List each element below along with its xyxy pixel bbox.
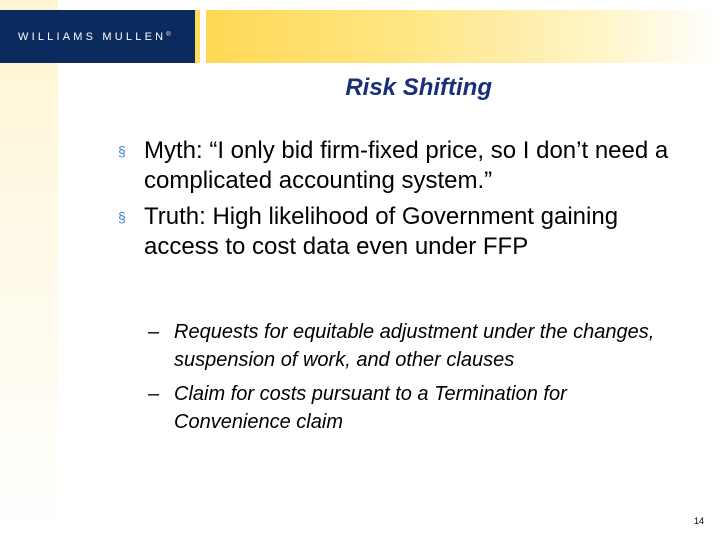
sub-bullet-item-requests: [148, 318, 680, 374]
header-band: [0, 10, 720, 63]
bullet-marker-icon: §: [118, 209, 126, 225]
logo-text: [18, 31, 171, 43]
bullet-list: [0, 136, 720, 268]
header-gradient-bar: [206, 10, 720, 63]
sub-bullet-item-claim: [148, 380, 680, 436]
bullet-text: Truth: High likelihood of Government gaining access to cost data even under FFP: [144, 203, 619, 260]
bullet-item-truth: [118, 202, 680, 262]
sub-bullet-text: Requests for equitable adjustment under the changes, suspension of work, and other clauses: [174, 321, 655, 371]
dash-marker-icon: –: [148, 383, 160, 405]
bullet-marker-icon: §: [118, 143, 126, 159]
page-number: 14: [693, 516, 704, 526]
sub-bullet-list: [0, 318, 720, 442]
bullet-item-myth: [118, 136, 680, 196]
slide-title: Risk Shifting: [345, 74, 492, 101]
bullet-text: Myth: “I only bid firm-fixed price, so I don’t need a complicated accounting system.”: [144, 137, 669, 194]
logo-wordmark: WILLIAMS MULLEN: [18, 30, 167, 43]
sub-bullet-text: Claim for costs pursuant to a Termination for Convenience claim: [174, 383, 567, 433]
logo: [0, 10, 195, 63]
registered-mark: ®: [166, 31, 171, 38]
dash-marker-icon: –: [148, 321, 160, 343]
